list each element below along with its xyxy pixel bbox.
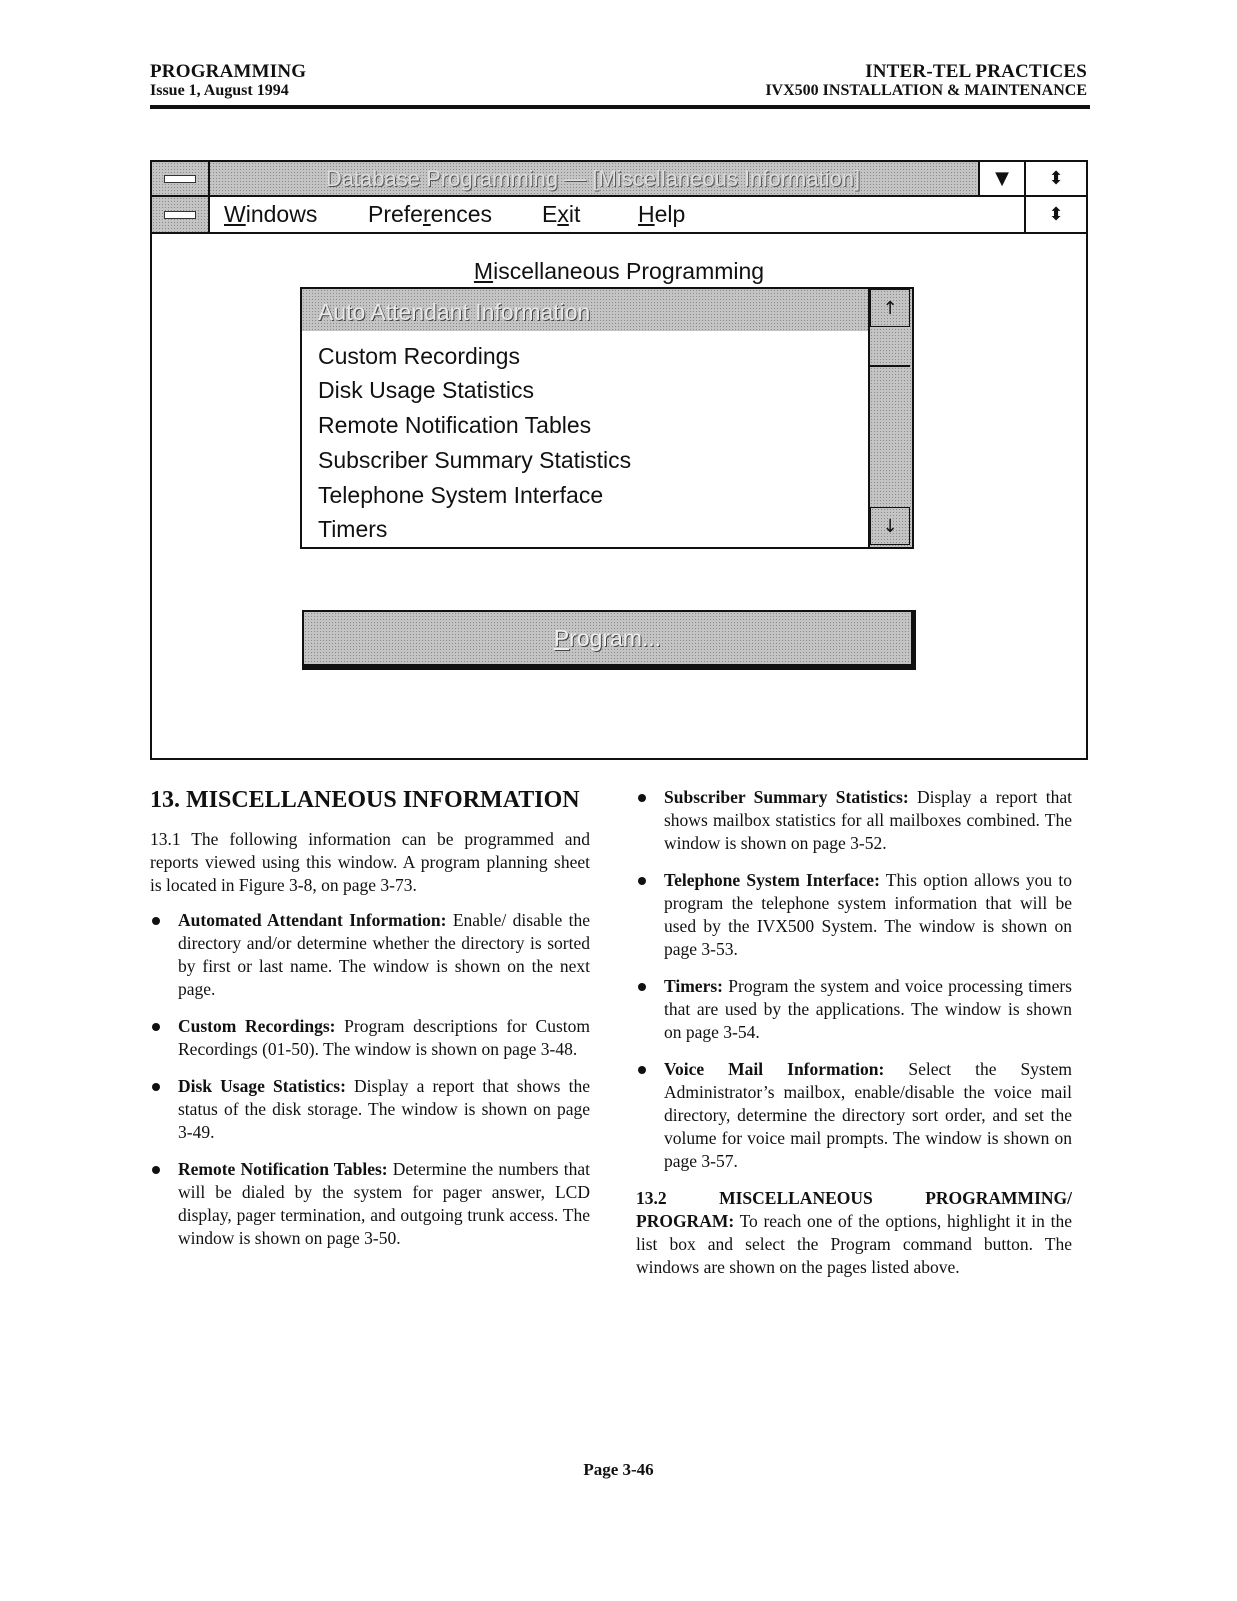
window-title: Database Programming — [Miscellaneous Information] — [325, 165, 861, 191]
menu-preferences-mnemonic: r — [422, 201, 431, 227]
paragraph-13-1: 13.1 The following information can be programmed and reports viewed using this window. A program planning sheet is located in Figure 3-8, on page 3-73. — [150, 829, 590, 895]
list-label-mnemonic: M — [473, 258, 494, 284]
page-number: Page 3-46 — [583, 1460, 654, 1479]
restore-button[interactable] — [1024, 162, 1086, 195]
bullet-term: Custom Recordings: — [178, 1016, 336, 1036]
list-item-timers[interactable]: Timers — [318, 516, 388, 542]
title-bar — [152, 162, 1086, 197]
list-label — [152, 258, 1086, 285]
menu-windows-mnemonic: W — [224, 201, 246, 227]
arrow-up-icon: ↑ — [882, 297, 898, 319]
database-programming-window — [150, 160, 1088, 760]
bullet-term: Disk Usage Statistics: — [178, 1076, 346, 1096]
bullet-text: Program the system and voice processing timers that are used by the applications. The window is shown on page 3-54. — [664, 976, 1072, 1042]
scroll-down-button[interactable] — [870, 507, 910, 545]
document-menu-button[interactable] — [152, 197, 210, 232]
bullet-timers — [636, 975, 1072, 1044]
up-down-arrows-icon: ⬍ — [1048, 167, 1064, 189]
system-menu-icon — [164, 175, 196, 183]
running-header-right — [765, 62, 1087, 100]
menu-preferences[interactable] — [368, 201, 492, 228]
header-publisher: INTER-TEL PRACTICES — [865, 61, 1087, 82]
program-button-label — [554, 625, 661, 652]
bullet-term: Telephone System Interface: — [664, 870, 880, 890]
menu-preferences-suffix: ences — [430, 201, 493, 227]
scroll-thumb[interactable] — [870, 331, 910, 367]
bullet-term: Timers: — [664, 976, 723, 996]
minimize-button[interactable] — [978, 162, 1024, 195]
list-label-text: iscellaneous Programming — [493, 258, 765, 284]
menu-bar — [152, 197, 1086, 234]
bullet-text: Select the System Administrator’s mailbox, enable/disable the voice mail directory, determine the directory sort order, and set the volume for voice mail prompts. The window is shown on page 3-57. — [664, 1059, 1072, 1171]
menu-help[interactable] — [638, 201, 685, 228]
system-menu-button[interactable] — [152, 162, 210, 195]
paragraph-13-2 — [636, 1187, 1072, 1279]
left-column — [150, 786, 590, 1264]
list-item-custom-recordings[interactable]: Custom Recordings — [318, 343, 520, 369]
bullet-term: Automated Attendant Information: — [178, 910, 447, 930]
document-restore-button[interactable] — [1024, 197, 1086, 232]
section-title: 13. MISCELLANEOUS INFORMATION — [150, 787, 580, 813]
triangle-down-icon: ▼ — [995, 167, 1009, 189]
list-item-subscriber-summary[interactable]: Subscriber Summary Statistics — [318, 447, 632, 473]
bullet-subscriber-summary — [636, 786, 1072, 855]
bullet-text: Display a report that shows the status of the disk storage. The window is shown on page 3-49. — [178, 1076, 590, 1142]
bullet-custom-recordings — [150, 1015, 590, 1061]
bullet-term: Remote Notification Tables: — [178, 1159, 388, 1179]
program-button-mnemonic: P — [553, 624, 570, 651]
bullet-telephone-system — [636, 869, 1072, 961]
header-manual-title: IVX500 INSTALLATION & MAINTENANCE — [765, 82, 1087, 99]
bullet-text: Display a report that shows mailbox statistics for all mailboxes combined. The window is shown on page 3-52. — [664, 787, 1072, 853]
scroll-up-button[interactable] — [870, 289, 910, 327]
menu-exit[interactable] — [542, 201, 580, 228]
program-button[interactable] — [302, 610, 916, 670]
right-column — [636, 786, 1072, 1291]
menu-windows[interactable] — [224, 201, 317, 228]
menu-exit-prefix: E — [542, 201, 558, 227]
document-menu-icon — [164, 211, 196, 219]
menu-help-suffix: elp — [654, 201, 686, 227]
up-down-arrows-icon: ⬍ — [1048, 203, 1064, 225]
menu-help-mnemonic: H — [638, 201, 655, 227]
title-area — [210, 162, 976, 195]
running-header-left — [150, 62, 306, 100]
bullet-term: Voice Mail Information: — [664, 1059, 885, 1079]
menu-exit-mnemonic: x — [557, 201, 569, 227]
bullet-text: Enable/ disable the directory and/or determine whether the directory is sorted by first or last name. The window is shown on the next page. — [178, 910, 590, 999]
program-button-text: rogram... — [569, 624, 662, 651]
miscellaneous-list-box[interactable] — [300, 287, 914, 549]
menu-windows-suffix: indows — [245, 201, 318, 227]
bullet-disk-usage — [150, 1075, 590, 1144]
list-item-disk-usage[interactable]: Disk Usage Statistics — [318, 377, 535, 403]
list-item-remote-notification[interactable]: Remote Notification Tables — [318, 412, 592, 438]
bullet-text: This option allows you to program the telephone system information that will be used by the IVX500 System. The window is shown on page 3-53. — [664, 870, 1072, 959]
bullet-automated-attendant — [150, 909, 590, 1001]
paragraph-13-2-term: 13.2 MISCELLANEOUS PROGRAMMING/ PROGRAM: — [636, 1188, 1072, 1231]
paragraph-13-2-text: To reach one of the options, highlight it in the list box and select the Program command button. The windows are shown on the pages listed above. — [636, 1211, 1072, 1277]
menu-exit-suffix: it — [568, 201, 581, 227]
bullet-term: Subscriber Summary Statistics: — [664, 787, 909, 807]
bullet-text: Program descriptions for Custom Recordings (01-50). The window is shown on page 3-48. — [178, 1016, 590, 1059]
bullet-text: Determine the numbers that will be dialed by the system for pager answer, LCD display, pager termination, and outgoing trunk access. The window is shown on page 3-50. — [178, 1159, 590, 1248]
header-issue-date: Issue 1, August 1994 — [150, 82, 289, 99]
header-rule — [150, 105, 1090, 109]
bullet-remote-notification — [150, 1158, 590, 1250]
list-scrollbar[interactable] — [868, 289, 912, 547]
list-item-auto-attendant[interactable]: Auto Attendant Information — [318, 299, 591, 325]
header-section-name: PROGRAMMING — [150, 61, 307, 82]
list-item-telephone-system[interactable]: Telephone System Interface — [318, 482, 604, 508]
arrow-down-icon: ↓ — [882, 515, 898, 537]
menu-preferences-prefix: Prefe — [368, 201, 423, 227]
bullet-voice-mail — [636, 1058, 1072, 1173]
